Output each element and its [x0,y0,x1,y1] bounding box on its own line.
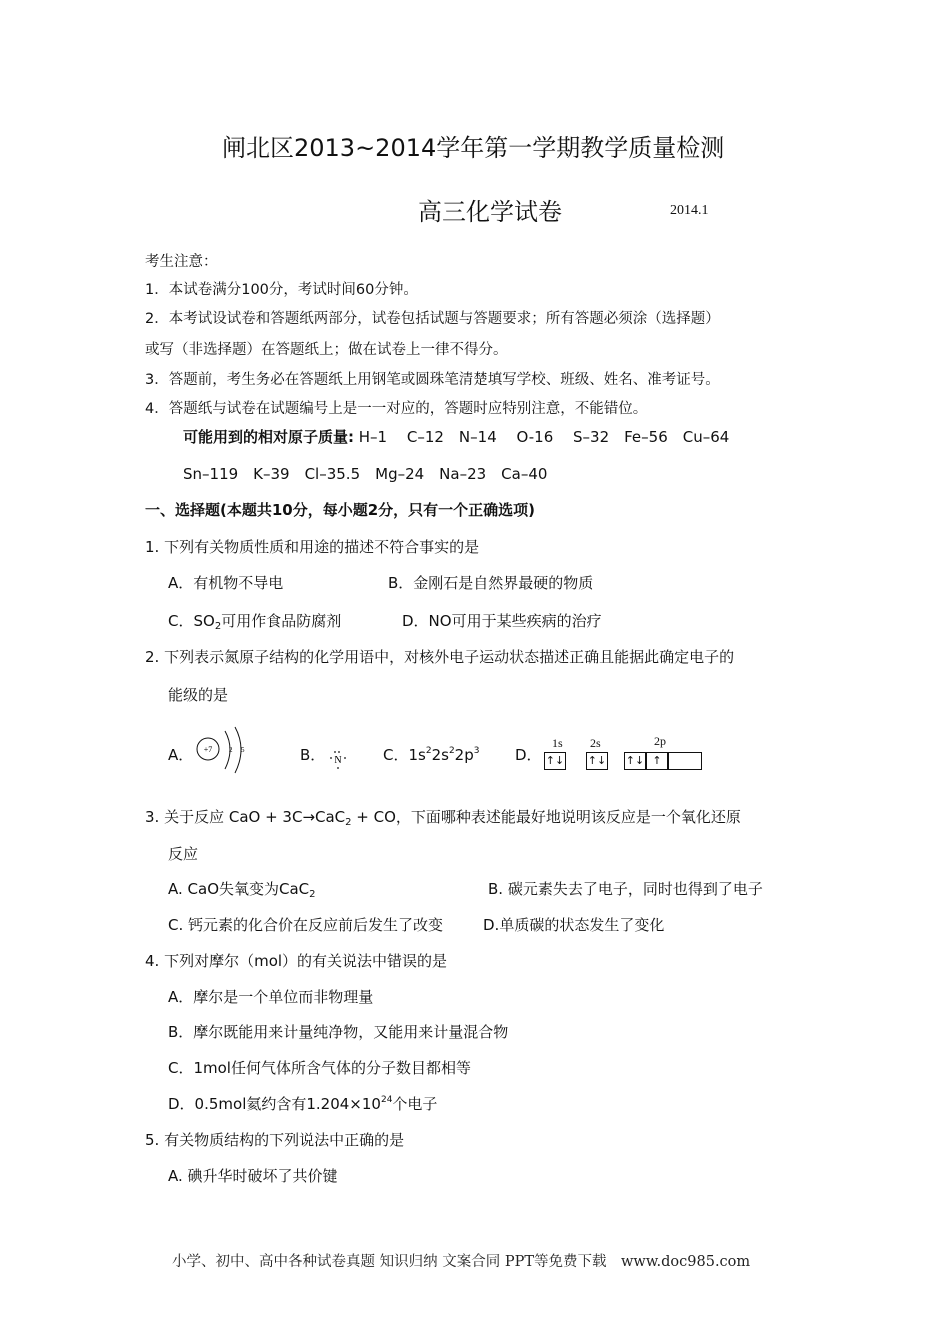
atomic-mass-line-1 [183,426,729,447]
q2-option-b-label: B． [300,746,326,764]
q2-stem-2: 能级的是 [168,686,229,704]
q1-stem: 1. 下列有关物质性质和用途的描述不符合事实的是 [145,538,480,556]
orbital-2s-box: ↑↓ [586,752,608,770]
nitrogen-symbol: N [334,755,342,766]
q3-stem-2: 反应 [168,845,199,863]
page-footer: 小学、初中、高中各种试卷真题 知识归纳 文案合同 PPT等免费下载 www.doc985.com [172,1254,751,1270]
notice-item-4: 4．答题纸与试卷在试题编号上是一一对应的，答题时应特别注意，不能错位。 [145,401,648,417]
q4-option-d: D．0.5mol氦约含有$1.204\times 10^{24}$个电子 [168,1095,438,1113]
q4-option-a: A．摩尔是一个单位而非物理量 [168,988,374,1006]
page-subtitle: 高三化学试卷 [418,198,562,226]
orbital-1s-box: ↑↓ [544,752,566,770]
q4-option-c: C．1mol任何气体所含气体的分子数目都相等 [168,1059,471,1077]
atomic-mass-values-2: Sn–119 K–39 Cl–35.5 Mg–24 Na–23 Ca–40 [183,465,548,483]
q2-stem-1: 2. 下列表示氮原子结构的化学用语中，对核外电子运动状态描述正确且能据此确定电子的 [145,648,735,666]
q1-option-d: D．NO可用于某些疾病的治疗 [402,612,602,630]
q4-option-b: B．摩尔既能用来计量纯净物，又能用来计量混合物 [168,1023,509,1041]
atomic-mass-values-1: H–1 C–12 N–14 O-16 S–32 Fe–56 Cu–64 [358,428,730,446]
q5-option-a: A. 碘升华时破坏了共价键 [168,1167,338,1185]
orbital-2p-box-2: ↑ [646,752,668,770]
orbital-2s-label: 2s [590,736,601,750]
orbital-2p-box-1: ↑↓ [624,752,646,770]
notice-item-3: 3．答题前，考生务必在答题纸上用钢笔或圆珠笔清楚填写学校、班级、姓名、准考证号。 [145,372,720,388]
orbital-diagram [544,736,704,774]
q2-option-a-label: A． [168,746,194,764]
page-title: 闸北区2013~2014学年第一学期教学质量检测 [222,134,725,162]
atomic-mass-label: 可能用到的相对原子质量: [183,428,354,446]
q2-option-c: C．$1s^22s^22p^3$ [383,746,480,764]
q2-option-d-label: D． [515,746,542,764]
q3-option-a: A. CaO失氧变为CaC$_2$ [168,880,316,900]
notice-item-2-cont: 或写（非选择题）在答题纸上；做在试卷上一律不得分。 [145,342,508,358]
section-heading: 一、选择题(本题共10分，每小题2分，只有一个正确选项) [145,501,536,519]
orbital-2p-label: 2p [654,734,666,748]
q1-option-a: A．有机物不导电 [168,574,284,592]
q4-stem: 4. 下列对摩尔（mol）的有关说法中错误的是 [145,952,448,970]
q5-stem: 5. 有关物质结构的下列说法中正确的是 [145,1131,405,1149]
orbital-2p-box-3 [668,752,702,770]
electron-dot-diagram [328,748,348,770]
notice-item-2: 2．本考试设试卷和答题纸两部分，试卷包括试题与答题要求；所有答题必须涂（选择题） [145,311,720,327]
q3-option-d: D.单质碳的状态发生了变化 [483,916,665,934]
q3-option-b: B. 碳元素失去了电子，同时也得到了电子 [488,880,763,898]
shell-1-electrons: 2 [229,746,233,754]
notice-item-1: 1．本试卷满分100分，考试时间60分钟。 [145,282,418,298]
exam-date: 2014.1 [670,203,709,218]
notice-heading: 考生注意： [145,254,218,270]
q3-stem-1: 3. 关于反应 CaO + 3C→CaC$_2$ + CO，下面哪种表述能最好地说明该反应是一个氧化还原 [145,808,741,828]
nucleus-charge: +7 [203,745,213,754]
q3-option-c: C. 钙元素的化合价在反应前后发生了改变 [168,916,444,934]
orbital-1s-label: 1s [552,736,563,750]
q1-option-c: C．$SO_2$可用作食品防腐剂 [168,612,342,632]
q1-option-b: B．金刚石是自然界最硬的物质 [388,574,594,592]
shell-2-electrons: 5 [241,746,245,754]
atom-structure-diagram [193,725,253,777]
